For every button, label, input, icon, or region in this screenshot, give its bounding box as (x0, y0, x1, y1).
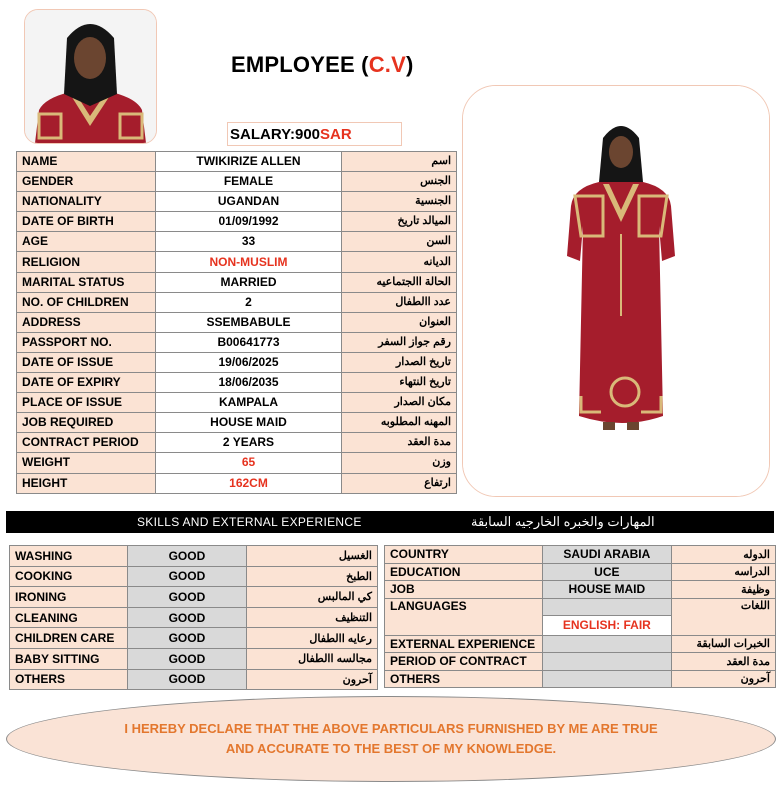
detail-row (17, 433, 457, 453)
info-arabic: وظيفة (671, 581, 775, 599)
info-label: PERIOD OF CONTRACT (385, 653, 543, 671)
detail-value: TWIKIRIZE ALLEN (156, 152, 342, 172)
info-row-country (385, 546, 776, 564)
detail-arabic: الحالة االجتماعيه (342, 272, 457, 292)
detail-value: 2 (156, 292, 342, 312)
detail-row (17, 473, 457, 493)
detail-value: 65 (156, 453, 342, 473)
detail-value: KAMPALA (156, 393, 342, 413)
detail-arabic: رقم جواز السفر (342, 332, 457, 352)
skill-value: GOOD (127, 566, 246, 587)
skill-row (10, 566, 378, 587)
skills-table (9, 545, 378, 690)
skill-row (10, 587, 378, 608)
detail-arabic: تاريخ النتهاء (342, 373, 457, 393)
detail-value: 18/06/2035 (156, 373, 342, 393)
detail-row (17, 252, 457, 272)
info-label: EXTERNAL EXPERIENCE (385, 635, 543, 653)
detail-value: FEMALE (156, 172, 342, 192)
detail-arabic: ارتفاع (342, 473, 457, 493)
skill-arabic: الغسيل (246, 546, 377, 567)
skill-row (10, 628, 378, 649)
detail-arabic: عدد االطفال (342, 292, 457, 312)
section-header-bar (6, 511, 774, 533)
info-value: ENGLISH: FAIR (542, 615, 671, 635)
detail-value: HOUSE MAID (156, 413, 342, 433)
skill-label: COOKING (10, 566, 128, 587)
detail-arabic: مدة العقد (342, 433, 457, 453)
detail-row (17, 192, 457, 212)
declaration-text: I HEREBY DECLARE THAT THE ABOVE PARTICULARS FURNISHED BY ME ARE TRUE AND ACCURATE TO THE BEST OF MY KNOWLEDGE. (124, 721, 658, 756)
skill-arabic: التنظيف (246, 607, 377, 628)
info-label: COUNTRY (385, 546, 543, 564)
detail-value: MARRIED (156, 272, 342, 292)
skill-label: IRONING (10, 587, 128, 608)
info-label: OTHERS (385, 670, 543, 688)
detail-value: UGANDAN (156, 192, 342, 212)
skill-arabic: آحرون (246, 669, 377, 690)
info-arabic: اللغات (671, 598, 775, 635)
info-arabic: آحرون (671, 670, 775, 688)
skill-arabic: الطبخ (246, 566, 377, 587)
skill-label: CHILDREN CARE (10, 628, 128, 649)
detail-label: ADDRESS (17, 312, 156, 332)
info-row-period (385, 653, 776, 671)
detail-row (17, 292, 457, 312)
info-value (542, 653, 671, 671)
detail-label: PASSPORT NO. (17, 332, 156, 352)
skill-value: GOOD (127, 669, 246, 690)
page-title: EMPLOYEE (C.V) (231, 52, 414, 77)
info-arabic: الخبرات السابقة (671, 635, 775, 653)
detail-arabic: الميالد تاريخ (342, 212, 457, 232)
detail-arabic: السن (342, 232, 457, 252)
salary-box: SALARY:900SAR (227, 122, 402, 146)
detail-row (17, 332, 457, 352)
info-row-job (385, 581, 776, 599)
skill-value: GOOD (127, 587, 246, 608)
detail-label: NATIONALITY (17, 192, 156, 212)
detail-row (17, 172, 457, 192)
detail-label: JOB REQUIRED (17, 413, 156, 433)
detail-label: PLACE OF ISSUE (17, 393, 156, 413)
skill-value: GOOD (127, 546, 246, 567)
detail-row (17, 152, 457, 172)
detail-arabic: اسم (342, 152, 457, 172)
detail-arabic: الديانه (342, 252, 457, 272)
skill-arabic: رعايه االطفال (246, 628, 377, 649)
skill-row (10, 648, 378, 669)
detail-label: RELIGION (17, 252, 156, 272)
detail-row (17, 352, 457, 372)
detail-row (17, 413, 457, 433)
info-row-education (385, 563, 776, 581)
detail-arabic: العنوان (342, 312, 457, 332)
skill-label: CLEANING (10, 607, 128, 628)
detail-label: WEIGHT (17, 453, 156, 473)
detail-arabic: الجنسية (342, 192, 457, 212)
detail-row (17, 453, 457, 473)
detail-arabic: المهنه المطلوبه (342, 413, 457, 433)
info-arabic: مدة العقد (671, 653, 775, 671)
detail-value: 162CM (156, 473, 342, 493)
detail-row (17, 393, 457, 413)
detail-value: B00641773 (156, 332, 342, 352)
detail-row (17, 232, 457, 252)
detail-value: 19/06/2025 (156, 352, 342, 372)
portrait-photo (24, 9, 157, 144)
detail-label: NO. OF CHILDREN (17, 292, 156, 312)
skill-label: BABY SITTING (10, 648, 128, 669)
detail-arabic: مكان الصدار (342, 393, 457, 413)
skill-value: GOOD (127, 607, 246, 628)
detail-label: DATE OF ISSUE (17, 352, 156, 372)
skill-label: WASHING (10, 546, 128, 567)
detail-arabic: وزن (342, 453, 457, 473)
skill-value: GOOD (127, 628, 246, 649)
section-title-english: SKILLS AND EXTERNAL EXPERIENCE (137, 515, 362, 529)
declaration-box (6, 696, 776, 782)
detail-label: AGE (17, 232, 156, 252)
detail-label: GENDER (17, 172, 156, 192)
detail-label: NAME (17, 152, 156, 172)
info-value: SAUDI ARABIA (542, 546, 671, 564)
detail-value: SSEMBABULE (156, 312, 342, 332)
info-label: LANGUAGES (385, 598, 543, 635)
skill-arabic: مجالسه االطفال (246, 648, 377, 669)
info-value: HOUSE MAID (542, 581, 671, 599)
detail-value: 01/09/1992 (156, 212, 342, 232)
detail-label: HEIGHT (17, 473, 156, 493)
detail-row (17, 312, 457, 332)
info-arabic: الدوله (671, 546, 775, 564)
info-value-blank (542, 598, 671, 615)
detail-row (17, 212, 457, 232)
personal-details-table (16, 151, 457, 494)
info-arabic: الدراسه (671, 563, 775, 581)
info-row-others (385, 670, 776, 688)
info-value: UCE (542, 563, 671, 581)
skill-value: GOOD (127, 648, 246, 669)
skill-arabic: كي المالبس (246, 587, 377, 608)
detail-arabic: الجنس (342, 172, 457, 192)
full-body-photo (462, 85, 770, 497)
info-label: JOB (385, 581, 543, 599)
detail-label: DATE OF EXPIRY (17, 373, 156, 393)
skill-row (10, 607, 378, 628)
skill-row (10, 546, 378, 567)
detail-row (17, 373, 457, 393)
detail-label: CONTRACT PERIOD (17, 433, 156, 453)
detail-value: 2 YEARS (156, 433, 342, 453)
detail-value: 33 (156, 232, 342, 252)
detail-label: DATE OF BIRTH (17, 212, 156, 232)
detail-label: MARITAL STATUS (17, 272, 156, 292)
detail-value: NON-MUSLIM (156, 252, 342, 272)
info-value (542, 635, 671, 653)
skill-label: OTHERS (10, 669, 128, 690)
info-label: EDUCATION (385, 563, 543, 581)
experience-info-table (384, 545, 776, 688)
section-title-arabic: المهارات والخبره الخارجيه السابقة (471, 514, 655, 529)
info-row-languages (385, 598, 776, 615)
skill-row (10, 669, 378, 690)
detail-arabic: تاريخ الصدار (342, 352, 457, 372)
info-row-external (385, 635, 776, 653)
info-value (542, 670, 671, 688)
detail-row (17, 272, 457, 292)
